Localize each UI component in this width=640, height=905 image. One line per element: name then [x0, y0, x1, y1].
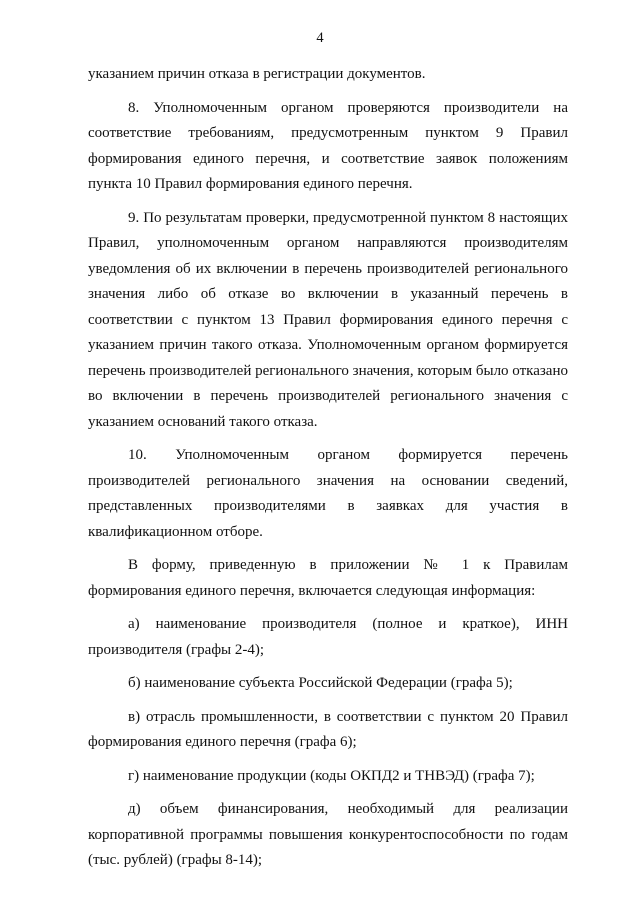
paragraph: б) наименование субъекта Российской Федерации (графа 5); — [128, 675, 513, 691]
document-body — [88, 62, 568, 882]
paragraph: В форму, приведенную в приложении № 1 к Правилам формирования единого перечня, включается следующая информация: — [88, 557, 568, 599]
paragraph: указанием причин отказа в регистрации документов. — [88, 66, 426, 82]
paragraph: 10. Уполномоченным органом формируется перечень производителей регионального значения на основании сведений, представленных производителями в заявках для участия в квалификационном отборе. — [88, 447, 568, 540]
page-number: 4 — [316, 30, 324, 46]
paragraph: 9. По результатам проверки, предусмотренной пунктом 8 настоящих Правил, уполномоченным органом направляются производителям уведомления об их включении в перечень производителей регионального значения либо об отказе во включении в указанный перечень в соответствии с пунктом 13 Правил формирования единого перечня с указанием причин такого отказа. Уполномоченным органом формируется перечень производителей регионального значения, которым было отказано во включении в перечень производителей регионального значения с указанием оснований такого отказа. — [88, 209, 568, 430]
paragraph: д) объем финансирования, необходимый для реализации корпоративной программы повышения конкурентоспособности по годам (тыс. рублей) (графы 8-14); — [88, 801, 568, 868]
paragraph: в) отрасль промышленности, в соответствии с пунктом 20 Правил формирования единого перечня (графа 6); — [88, 708, 568, 750]
paragraph: г) наименование продукции (коды ОКПД2 и ТНВЭД) (графа 7); — [128, 767, 535, 784]
paragraph: 8. Уполномоченным органом проверяются производители на соответствие требованиям, предусмотренным пунктом 9 Правил формирования единого перечня, и соответствие заявок положениям пункта 10 Правил формирования единого перечня. — [88, 99, 568, 192]
paragraph: а) наименование производителя (полное и краткое), ИНН производителя (графы 2-4); — [88, 616, 568, 658]
